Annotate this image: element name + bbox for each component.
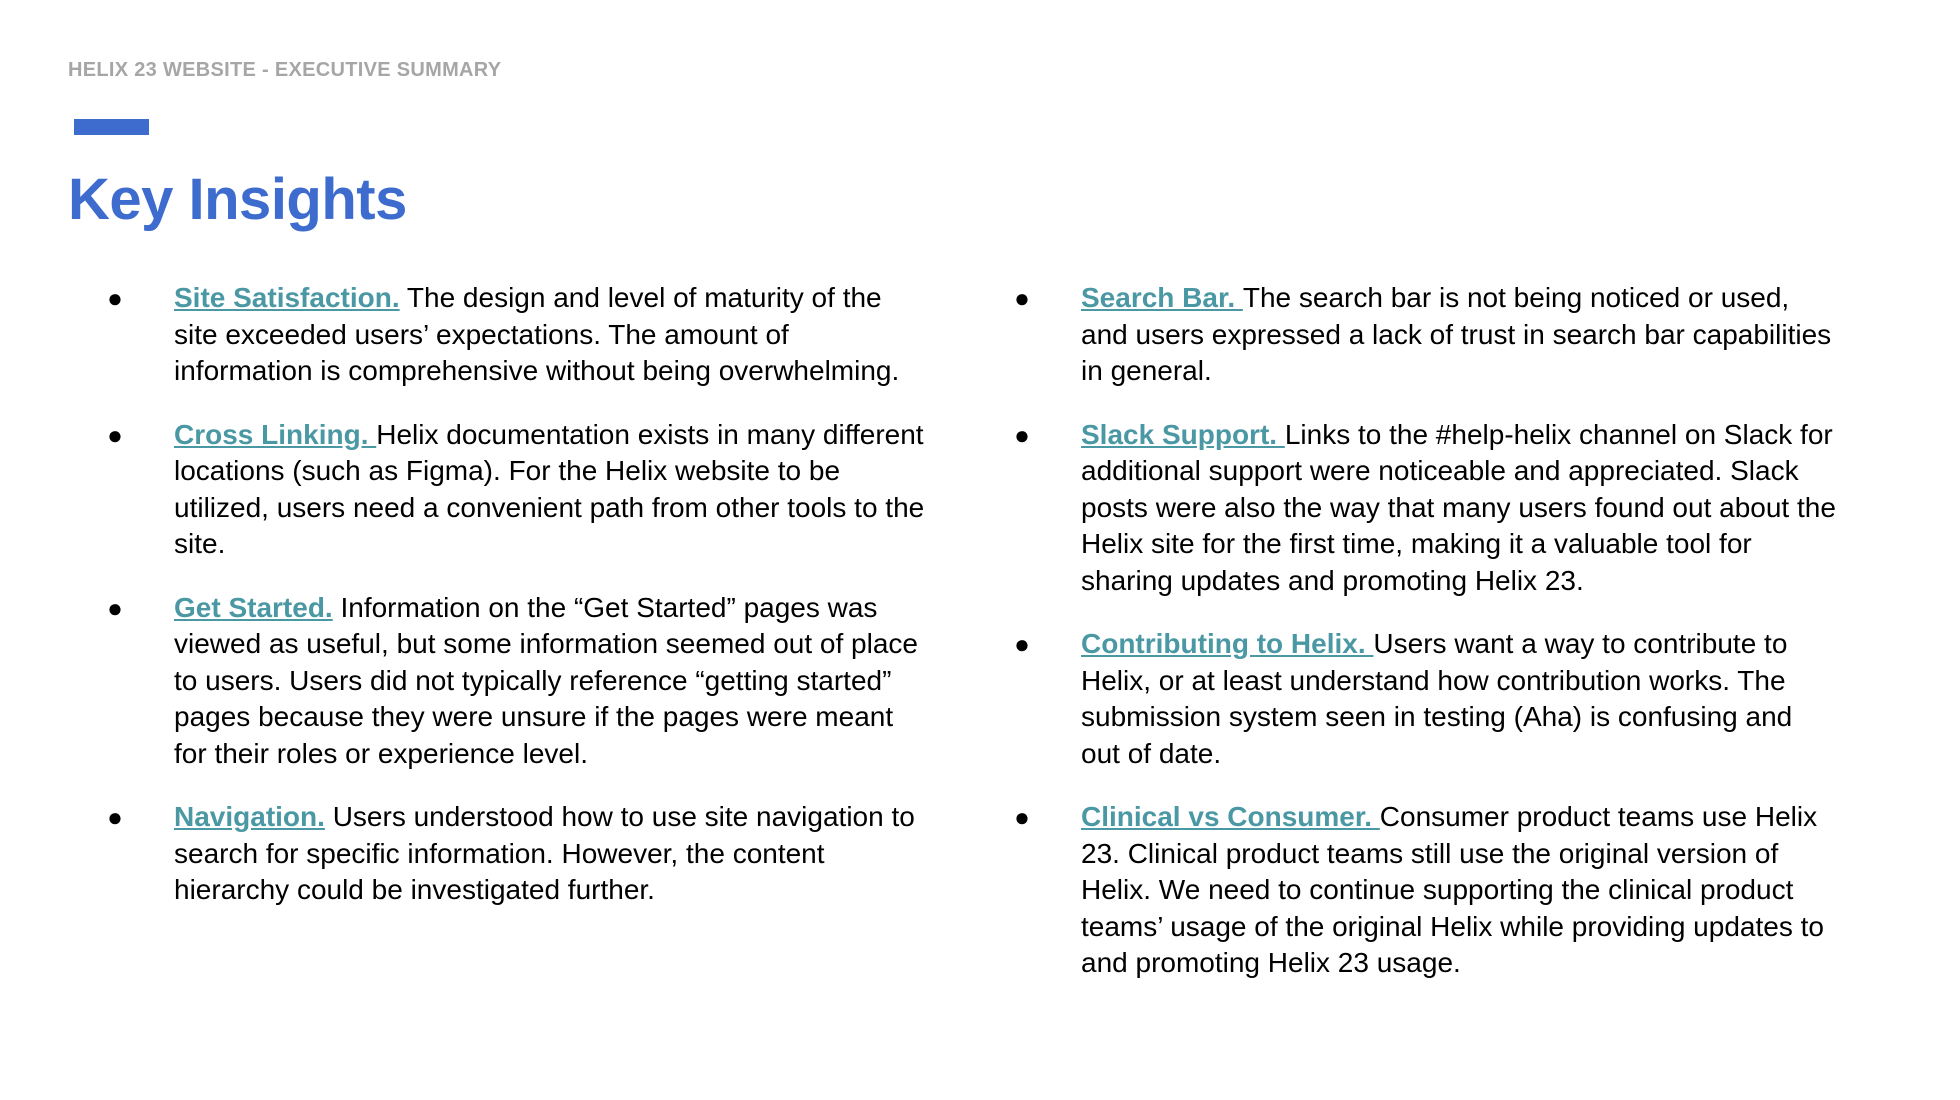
insight-text: The search bar is not being noticed or used, and users expressed a lack of trust in search bar capabilities in general. bbox=[1081, 282, 1832, 386]
insight-item bbox=[100, 417, 930, 563]
bullet-icon: ● bbox=[1014, 802, 1030, 832]
insight-text: Links to the #help-helix channel on Slack for additional support were noticeable and appreciated. Slack posts were also the way that many users found out about the Helix site for the first time, making it a valuable tool for sharing updates and promoting Helix 23. bbox=[1081, 418, 1836, 596]
insight-item bbox=[1007, 280, 1837, 390]
section-eyebrow: HELIX 23 WEBSITE - EXECUTIVE SUMMARY bbox=[68, 59, 502, 81]
bullet-icon: ● bbox=[107, 592, 123, 623]
insight-link-slack-support[interactable]: Slack Support. bbox=[1081, 418, 1285, 450]
bullet-icon: ● bbox=[107, 802, 123, 832]
insight-text: Helix documentation exists in many different locations (such as Figma). For the Helix website to be utilized, users need a convenient path from other tools to the site. bbox=[174, 418, 925, 559]
insight-link-contributing[interactable]: Contributing to Helix. bbox=[1081, 628, 1374, 659]
page-title: Key Insights bbox=[68, 167, 407, 232]
insight-link-clinical-vs-consumer[interactable]: Clinical vs Consumer. bbox=[1081, 801, 1380, 832]
insight-text: Consumer product teams use Helix 23. Clinical product teams still use the original version of Helix. We need to continue supporting the clinical product teams’ usage of the original Helix while providing updates to and promoting Helix 23 usage. bbox=[1081, 801, 1824, 978]
left-insights-column bbox=[100, 280, 930, 936]
insight-text: Users want a way to contribute to Helix, or at least understand how contribution works. The submission system seen in testing (Aha) is confusing and out of date. bbox=[1081, 628, 1793, 769]
insight-item bbox=[100, 799, 930, 909]
insight-item bbox=[1007, 417, 1837, 600]
insight-link-search-bar[interactable]: Search Bar. bbox=[1081, 282, 1243, 313]
insight-item bbox=[1007, 626, 1837, 772]
bullet-icon: ● bbox=[107, 419, 123, 450]
insight-text: Users understood how to use site navigation to search for specific information. However, the content hierarchy could be investigated further. bbox=[174, 801, 915, 905]
insight-text: Information on the “Get Started” pages was viewed as useful, but some information seemed out of place to users. Users did not typically reference “getting started” pages because they were unsure if the pages were meant for their roles or experience level. bbox=[174, 591, 918, 769]
insight-link-navigation[interactable]: Navigation. bbox=[174, 801, 325, 832]
insight-item bbox=[1007, 799, 1837, 982]
right-insights-column bbox=[1007, 280, 1837, 1009]
insight-text: The design and level of maturity of the site exceeded users’ expectations. The amount of information is comprehensive without being overwhelming. bbox=[174, 282, 900, 386]
bullet-icon: ● bbox=[1014, 419, 1030, 450]
insight-item bbox=[100, 590, 930, 773]
insight-item bbox=[100, 280, 930, 390]
title-accent-bar bbox=[74, 119, 149, 135]
bullet-icon: ● bbox=[1014, 629, 1030, 659]
insight-link-site-satisfaction[interactable]: Site Satisfaction. bbox=[174, 282, 400, 313]
bullet-icon: ● bbox=[1014, 283, 1030, 313]
insight-link-cross-linking[interactable]: Cross Linking. bbox=[174, 418, 377, 450]
insight-link-get-started[interactable]: Get Started. bbox=[174, 591, 333, 623]
bullet-icon: ● bbox=[107, 283, 123, 313]
